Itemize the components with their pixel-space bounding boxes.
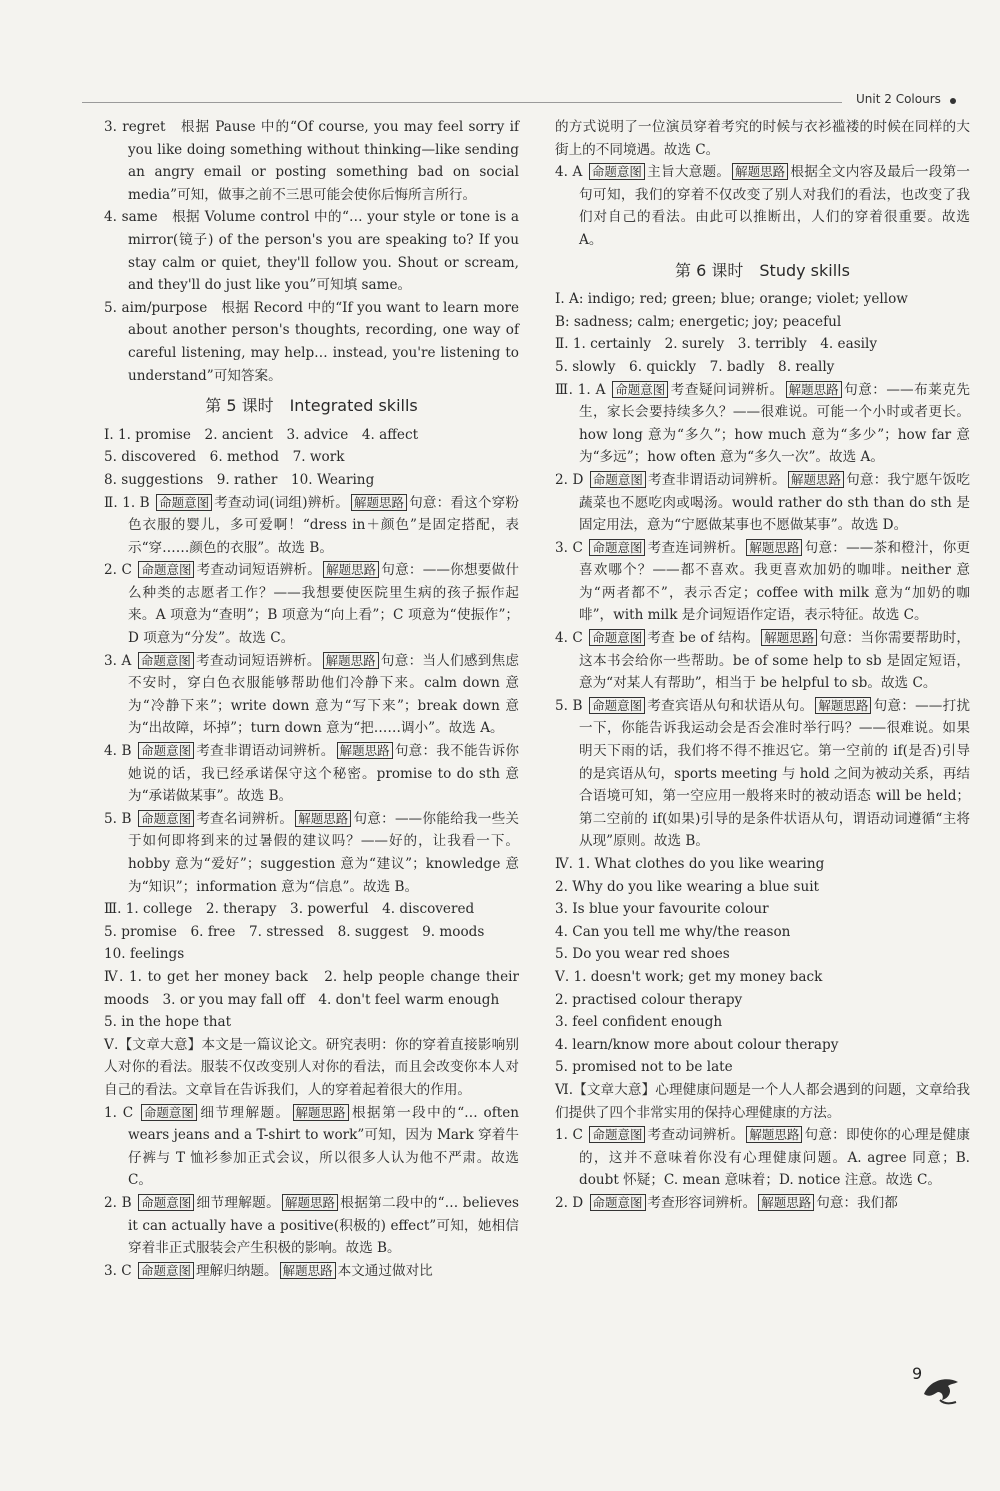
approach-tag: 解题思路 xyxy=(732,163,788,180)
intent-tag: 命题意图 xyxy=(590,1194,646,1211)
answer-text: 4. Can you tell me why/the reason xyxy=(555,923,791,940)
intent-text: 考查动词短语辨析。 xyxy=(196,562,322,579)
approach-tag: 解题思路 xyxy=(746,1126,802,1143)
intent-text: 考查名词辨析。 xyxy=(196,810,294,827)
answer-item xyxy=(104,1011,519,1034)
approach-tag: 解题思路 xyxy=(761,629,817,646)
answer-item xyxy=(555,469,970,537)
answer-item xyxy=(555,921,970,944)
item-number: Ⅲ. 1. A xyxy=(555,381,611,398)
unit-label: Unit 2 Colours xyxy=(856,92,941,106)
intent-text: 细节理解题。 xyxy=(198,1104,291,1121)
answer-item xyxy=(104,297,519,387)
answer-item xyxy=(555,1124,970,1192)
intent-tag: 命题意图 xyxy=(138,1262,194,1279)
answer-item xyxy=(104,898,519,921)
intent-tag: 命题意图 xyxy=(612,381,668,398)
answer-text: 句意：当你需要帮助时，这本书会给你一些帮助。be of some help to sb 是固定短语，意为“对某人有帮助”，相当于 be helpful to sb。故选 C。 xyxy=(579,630,971,692)
intent-tag: 命题意图 xyxy=(138,652,194,669)
item-number: 4. C xyxy=(555,630,588,647)
intent-tag: 命题意图 xyxy=(138,1194,194,1211)
item-number: 5. B xyxy=(104,810,137,827)
answer-text: Ⅲ. 1. college 2. therapy 3. powerful 4. discovered xyxy=(104,901,475,918)
intent-tag: 命题意图 xyxy=(589,629,645,646)
answer-item xyxy=(104,424,519,447)
intent-tag: 命题意图 xyxy=(156,494,212,511)
answer-text: 句意：——茶和橙汁，你更喜欢哪个？——都不喜欢。我更喜欢加奶的咖啡。neither 意为“两者都不”，表示否定；coffee with milk 意为“加奶的咖啡”，with milk 是介词短语作定语，表示特征。故选 C。 xyxy=(579,539,971,624)
answer-text: B: sadness; calm; energetic; joy; peaceful xyxy=(555,313,842,330)
intent-tag: 命题意图 xyxy=(589,539,645,556)
answer-text: 句意：我们都 xyxy=(816,1194,898,1211)
answer-item xyxy=(104,808,519,898)
item-number: 3. C xyxy=(555,539,588,556)
item-number: 3. A xyxy=(104,652,136,669)
header-rule xyxy=(82,102,842,103)
answer-item xyxy=(104,650,519,740)
answer-text: 根据第二段中的“… believes it can actually have a positive(积极的) effect”可知，她相信穿着非正式服装会产生积极的影响。故选 B。 xyxy=(128,1194,519,1257)
intent-tag: 命题意图 xyxy=(138,742,194,759)
approach-tag: 解题思路 xyxy=(786,381,842,398)
answer-text: 4. learn/know more about colour therapy xyxy=(555,1036,839,1053)
answer-text: 根据第一段中的“… often wears jeans and a T-shirt to work”可知，因为 Mark 穿着牛仔裤与 T 恤衫参加正式会议，所以很多人认为他不严肃。故选 C。 xyxy=(128,1104,520,1189)
answer-item xyxy=(555,695,970,853)
answer-item xyxy=(555,311,970,334)
item-number: 2. D xyxy=(555,1194,588,1211)
item-number: 4. A xyxy=(555,164,587,181)
answer-item xyxy=(104,1260,519,1283)
answer-text: 句意：——布莱克先生，家长会要持续多久？——很难说。可能一个小时或者更长。how long 意为“多久”；how much 意为“多少”；how far 意为“多远”；how often 意为“多久一次”。故选 A。 xyxy=(579,381,971,466)
answer-text: Ⅳ. 1. What clothes do you like wearing xyxy=(555,856,825,872)
answer-text: 5. promised not to be late xyxy=(555,1059,733,1076)
intent-text: 考查动词辨析。 xyxy=(647,1127,745,1144)
answer-item xyxy=(104,446,519,469)
approach-tag: 解题思路 xyxy=(746,539,802,556)
answer-item xyxy=(555,966,970,989)
answer-item xyxy=(555,1056,970,1079)
approach-tag: 解题思路 xyxy=(758,1194,814,1211)
answer-item xyxy=(104,740,519,808)
answer-text: 句意：即使你的心理是健康的，这并不意味着你没有心理健康问题。A. agree 同意；B. doubt 怀疑；C. mean 意味着；D. notice 注意。故选 C。 xyxy=(579,1127,971,1189)
answer-item xyxy=(555,288,970,311)
answer-text: 句意：当人们感到焦虑不安时，穿白色衣服能够帮助他们冷静下来。calm down 意为“冷静下来”；write down 意为“写下来”；break down 意为“出故障，坏掉”；turn down 意为“把……调小”。故选 A。 xyxy=(128,652,519,737)
answer-item xyxy=(104,206,519,296)
left-column xyxy=(104,116,519,1282)
answer-text: 句意：——打扰一下，你能告诉我运动会是否会准时举行吗？——很难说。如果明天下雨的话，我们将不得不推迟它。第一空前的 if(是否)引导的是宾语从句，sports meeting 与 hold 之间为被动关系，再结合语境可知，第一空应用一般将来时的被动语态 will be held；第二空前的 if(如果)引导的是条件状语从句，谓语动词遵循“主将从现”原则。故选 B。 xyxy=(579,697,971,850)
answer-text: Ⅵ.【文章大意】心理健康问题是一个人人都会遇到的问题，文章给我们提供了四个非常实用的保持心理健康的方法。 xyxy=(555,1081,970,1121)
intent-text: 考查疑问词辨析。 xyxy=(670,381,784,398)
item-number: 2. B xyxy=(104,1194,137,1211)
approach-tag: 解题思路 xyxy=(295,810,351,827)
intent-tag: 命题意图 xyxy=(589,1126,645,1143)
intent-text: 细节理解题。 xyxy=(196,1194,280,1211)
answer-item xyxy=(104,1102,519,1192)
answer-item xyxy=(104,966,519,1011)
answer-text: Ⅰ. 1. promise 2. ancient 3. advice 4. affect xyxy=(104,426,419,443)
answer-item xyxy=(555,1011,970,1034)
intent-text: 考查非谓语动词辨析。 xyxy=(647,471,786,488)
answer-item xyxy=(555,898,970,921)
answer-text: Ⅳ. 1. to get her money back 2. help people change their moods 3. or you may fall off 4. don't feel warm enough xyxy=(104,968,519,1008)
approach-tag: 解题思路 xyxy=(815,697,871,714)
dolphin-logo-icon xyxy=(920,1372,964,1408)
answer-item xyxy=(555,627,970,695)
answer-text: 4. same 根据 Volume control 中的“… your style or tone is a mirror(镜子) of the person's you are speaking to? If you stay calm or quiet, they'll follow you. Shout or scream, and they'll do just like you”可知填 same。 xyxy=(104,209,519,294)
answer-item xyxy=(555,853,970,876)
approach-tag: 解题思路 xyxy=(280,1262,336,1279)
intent-text: 考查连词辨析。 xyxy=(647,539,745,556)
answer-item xyxy=(555,1079,970,1124)
answer-item xyxy=(104,1034,519,1102)
answer-item xyxy=(104,559,519,649)
item-number: 3. C xyxy=(104,1262,137,1279)
answer-item xyxy=(104,943,519,966)
item-number: 1. C xyxy=(104,1104,139,1121)
answer-text: Ⅱ. 1. certainly 2. surely 3. terribly 4. easily xyxy=(555,336,878,353)
answer-text: 5. Do you wear red shoes xyxy=(555,946,730,963)
answer-item xyxy=(555,333,970,356)
answer-text: 句意：我不能告诉你她说的话，我已经承诺保守这个秘密。promise to do sth 意为“承诺做某事”。故选 B。 xyxy=(128,743,520,805)
answer-text: 10. feelings xyxy=(104,946,185,963)
intent-text: 考查 be of 结构。 xyxy=(647,630,760,647)
answer-text: Ⅰ. A: indigo; red; green; blue; orange; violet; yellow xyxy=(555,291,908,308)
answer-text: 3. feel confident enough xyxy=(555,1014,723,1031)
answer-text: 5. discovered 6. method 7. work xyxy=(104,449,345,466)
answer-text: 根据全文内容及最后一段第一句可知，我们的穿着不仅改变了别人对我们的看法，也改变了我们对自己的看法。由此可以推断出，人们的穿着很重要。故选 A。 xyxy=(579,164,970,248)
answer-text: 句意：——你能给我一些关于如何即将到来的过暑假的建议吗？——好的，让我看一下。hobby 意为“爱好”；suggestion 意为“建议”；knowledge 意为“知识”；information 意为“信息”。故选 B。 xyxy=(128,810,520,895)
answer-item xyxy=(555,116,970,161)
approach-tag: 解题思路 xyxy=(323,652,379,669)
intent-tag: 命题意图 xyxy=(589,697,645,714)
intent-text: 理解归纳题。 xyxy=(196,1262,278,1279)
answer-text: 句意：——你想要做什么种类的志愿者工作？——我想要使医院里生病的孩子振作起来。A 项意为“查明”；B 项意为“向上看”；C 项意为“使振作”；D 项意为“分发”。故选 C。 xyxy=(128,562,520,647)
answer-text: 本文通过做对比 xyxy=(337,1262,433,1279)
answer-item xyxy=(555,1192,970,1215)
answer-text: Ⅴ.【文章大意】本文是一篇议论文。研究表明：你的穿着直接影响别人对你的看法。服装不仅改变别人对你的看法，而且会改变你本人对自己的看法。文章旨在告诉我们，人的穿着起着很大的作用。 xyxy=(104,1036,519,1098)
section-heading: 第 5 课时 Integrated skills xyxy=(205,396,418,416)
answer-text: 3. Is blue your favourite colour xyxy=(555,901,769,918)
answer-text: 句意：看这个穿粉色衣服的婴儿，多可爱啊！“dress in＋颜色”是固定搭配，表示“穿……颜色的衣服”。故选 B。 xyxy=(128,494,520,556)
item-number: 1. C xyxy=(555,1127,588,1144)
approach-tag: 解题思路 xyxy=(788,471,844,488)
answer-item xyxy=(555,876,970,899)
answer-text: 5. slowly 6. quickly 7. badly 8. really xyxy=(555,358,835,375)
section-heading: 第 6 课时 Study skills xyxy=(675,260,850,280)
answer-text: Ⅴ. 1. doesn't work; get my money back xyxy=(555,968,823,985)
intent-text: 主旨大意题。 xyxy=(646,164,731,181)
answer-item xyxy=(555,356,970,379)
answer-text: 句意：我宁愿午饭吃蔬菜也不愿吃肉或喝汤。would rather do sth than do sth 是固定用法，意为“宁愿做某事也不愿做某事”。故选 D。 xyxy=(579,471,971,534)
intent-tag: 命题意图 xyxy=(589,163,645,180)
answer-text: 的方式说明了一位演员穿着考究的时候与衣衫褴褛的时候在同样的大街上的不同境遇。故选 C。 xyxy=(555,119,970,158)
answer-item xyxy=(555,379,970,469)
approach-tag: 解题思路 xyxy=(337,742,393,759)
bullet-dot xyxy=(950,98,956,104)
intent-text: 考查宾语从句和状语从句。 xyxy=(647,697,814,714)
item-number: 4. B xyxy=(104,743,137,760)
intent-text: 考查动词短语辨析。 xyxy=(195,652,321,669)
answer-item xyxy=(104,921,519,944)
answer-item xyxy=(104,116,519,206)
intent-tag: 命题意图 xyxy=(590,471,646,488)
answer-item xyxy=(555,1034,970,1057)
answer-item xyxy=(104,469,519,492)
answer-text: 2. Why do you like wearing a blue suit xyxy=(555,878,820,895)
answer-item xyxy=(104,492,519,560)
item-number: 5. B xyxy=(555,697,588,714)
approach-tag: 解题思路 xyxy=(351,494,407,511)
item-number: Ⅱ. 1. B xyxy=(104,494,155,511)
answer-text: 5. in the hope that xyxy=(104,1014,232,1031)
intent-tag: 命题意图 xyxy=(141,1104,197,1121)
answer-text: 5. promise 6. free 7. stressed 8. suggest 9. moods xyxy=(104,923,485,940)
answer-item xyxy=(104,1192,519,1260)
approach-tag: 解题思路 xyxy=(282,1194,338,1211)
page-number: 9 xyxy=(912,1364,923,1383)
answer-text: 2. practised colour therapy xyxy=(555,991,743,1008)
right-column xyxy=(555,116,970,1215)
answer-text: 5. aim/purpose 根据 Record 中的“If you want to learn more about another person's thoughts, recording, one way of careful listening, may help… instead, you're listening to understand”可知答案。 xyxy=(104,299,519,384)
answer-item xyxy=(555,537,970,627)
intent-text: 考查形容词辨析。 xyxy=(647,1194,757,1211)
answer-item xyxy=(555,943,970,966)
answer-item xyxy=(555,989,970,1012)
approach-tag: 解题思路 xyxy=(293,1104,349,1121)
intent-text: 考查动词(词组)辨析。 xyxy=(214,494,349,511)
answer-text: 8. suggestions 9. rather 10. Wearing xyxy=(104,471,375,488)
item-number: 2. D xyxy=(555,471,588,488)
answer-text: 3. regret 根据 Pause 中的“Of course, you may feel sorry if you like doing something without thinking—like sending an angry email or posting something bad on social media”可知，做事之前不三思可能会使你后悔所言所行。 xyxy=(104,119,519,203)
intent-text: 考查非谓语动词辨析。 xyxy=(196,743,335,760)
intent-tag: 命题意图 xyxy=(138,561,194,578)
item-number: 2. C xyxy=(104,562,137,579)
answer-item xyxy=(555,161,970,251)
approach-tag: 解题思路 xyxy=(323,561,379,578)
intent-tag: 命题意图 xyxy=(138,810,194,827)
